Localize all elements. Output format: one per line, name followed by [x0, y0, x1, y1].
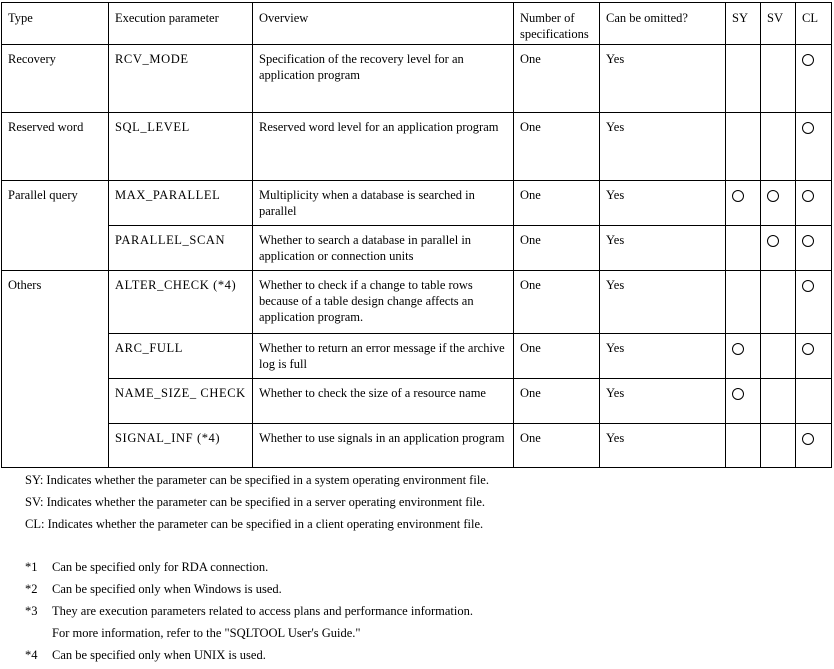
footnote-text: They are execution parameters related to access plans and performance information. [52, 604, 473, 618]
cl-cell [796, 424, 832, 468]
overview-cell: Whether to check the size of a resource name [253, 379, 514, 424]
footnote [25, 603, 489, 625]
overview-cell: Specification of the recovery level for an application program [253, 45, 514, 113]
sy-cell [726, 226, 761, 271]
sv-cell [761, 271, 796, 334]
overview-cell: Multiplicity when a database is searched in parallel [253, 181, 514, 226]
omit-cell: Yes [600, 334, 726, 379]
footnote-id: *2 [25, 582, 38, 596]
cl-cell [796, 334, 832, 379]
param-cell: ALTER_CHECK (*4) [109, 271, 253, 334]
header-sv: SV [761, 3, 796, 45]
circle-mark-icon [732, 388, 744, 400]
param-cell: SIGNAL_INF (*4) [109, 424, 253, 468]
cl-cell [796, 271, 832, 334]
number-cell: One [514, 45, 600, 113]
number-cell: One [514, 424, 600, 468]
table-row [2, 113, 832, 181]
omit-cell: Yes [600, 271, 726, 334]
table-row [2, 226, 832, 271]
circle-mark-icon [802, 280, 814, 292]
header-overview: Overview [253, 3, 514, 45]
overview-cell: Whether to return an error message if the archive log is full [253, 334, 514, 379]
table-row [2, 424, 832, 468]
footnote-id: *4 [25, 648, 38, 662]
footnote [25, 559, 489, 581]
footnote-text: For more information, refer to the "SQLTOOL User's Guide." [52, 626, 361, 640]
number-cell: One [514, 181, 600, 226]
sy-cell [726, 45, 761, 113]
param-cell: RCV_MODE [109, 45, 253, 113]
sy-cell [726, 424, 761, 468]
overview-cell: Whether to use signals in an application program [253, 424, 514, 468]
type-cell: Others [2, 271, 109, 468]
number-cell: One [514, 334, 600, 379]
footnote [25, 647, 489, 669]
sv-cell [761, 334, 796, 379]
sv-cell [761, 424, 796, 468]
table-row [2, 334, 832, 379]
cl-cell [796, 226, 832, 271]
param-cell: PARALLEL_SCAN [109, 226, 253, 271]
header-type: Type [2, 3, 109, 45]
cl-cell [796, 181, 832, 226]
footnote-continuation [25, 625, 489, 647]
table-row [2, 181, 832, 226]
omit-cell: Yes [600, 226, 726, 271]
overview-cell: Whether to search a database in parallel in application or connection units [253, 226, 514, 271]
omit-cell: Yes [600, 424, 726, 468]
circle-mark-icon [802, 54, 814, 66]
circle-mark-icon [732, 343, 744, 355]
execution-parameters-table [1, 2, 832, 468]
header-cl: CL [796, 3, 832, 45]
footnote-id: *3 [25, 604, 38, 618]
number-cell: One [514, 379, 600, 424]
cl-cell [796, 113, 832, 181]
header-row [2, 3, 832, 45]
circle-mark-icon [802, 343, 814, 355]
header-omit: Can be omitted? [600, 3, 726, 45]
header-sy: SY [726, 3, 761, 45]
circle-mark-icon [802, 122, 814, 134]
sy-cell [726, 334, 761, 379]
footnote-text: Can be specified only when Windows is used. [52, 582, 282, 596]
footnote [25, 581, 489, 603]
circle-mark-icon [802, 190, 814, 202]
param-cell: SQL_LEVEL [109, 113, 253, 181]
footnote-text: Can be specified only for RDA connection. [52, 560, 269, 574]
footnote-text: Can be specified only when UNIX is used. [52, 648, 266, 662]
omit-cell: Yes [600, 113, 726, 181]
circle-mark-icon [732, 190, 744, 202]
sy-cell [726, 181, 761, 226]
sv-cell [761, 45, 796, 113]
sy-cell [726, 113, 761, 181]
circle-mark-icon [802, 235, 814, 247]
sv-cell [761, 181, 796, 226]
type-cell: Reserved word [2, 113, 109, 181]
number-cell: One [514, 113, 600, 181]
table-row [2, 45, 832, 113]
param-cell: ARC_FULL [109, 334, 253, 379]
table-row [2, 379, 832, 424]
omit-cell: Yes [600, 45, 726, 113]
type-cell: Parallel query [2, 181, 109, 271]
type-cell: Recovery [2, 45, 109, 113]
header-number: Number of specifications [514, 3, 600, 45]
header-parameter: Execution parameter [109, 3, 253, 45]
legend-sv: SV: Indicates whether the parameter can be specified in a server operating environment file. [25, 495, 485, 509]
table-row [2, 271, 832, 334]
footnote-id: *1 [25, 560, 38, 574]
sv-cell [761, 226, 796, 271]
omit-cell: Yes [600, 181, 726, 226]
cl-cell [796, 45, 832, 113]
sy-cell [726, 379, 761, 424]
overview-cell: Reserved word level for an application program [253, 113, 514, 181]
circle-mark-icon [767, 235, 779, 247]
legend-sy: SY: Indicates whether the parameter can be specified in a system operating environment file. [25, 473, 489, 487]
overview-cell: Whether to check if a change to table rows because of a table design change affects an application program. [253, 271, 514, 334]
number-cell: One [514, 271, 600, 334]
sy-cell [726, 271, 761, 334]
param-cell: NAME_SIZE_ CHECK [109, 379, 253, 424]
sv-cell [761, 379, 796, 424]
omit-cell: Yes [600, 379, 726, 424]
circle-mark-icon [802, 433, 814, 445]
circle-mark-icon [767, 190, 779, 202]
cl-cell [796, 379, 832, 424]
number-cell: One [514, 226, 600, 271]
notes-section [25, 472, 489, 669]
sv-cell [761, 113, 796, 181]
param-cell: MAX_PARALLEL [109, 181, 253, 226]
legend-cl: CL: Indicates whether the parameter can be specified in a client operating environment file. [25, 517, 484, 531]
